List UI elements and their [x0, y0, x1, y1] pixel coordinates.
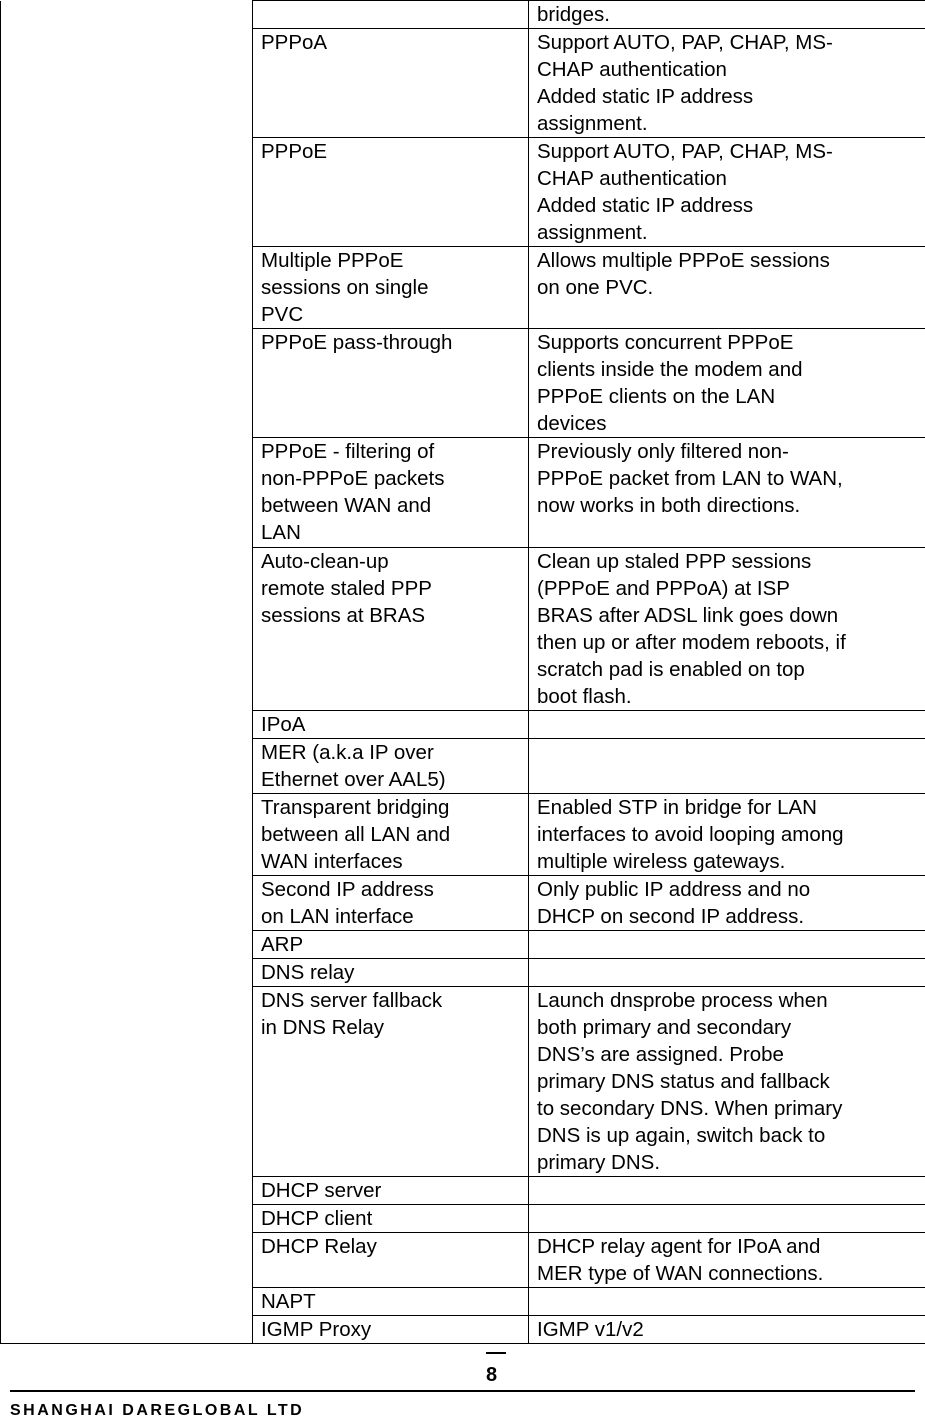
feature-cell: PPPoE - filtering of non-PPPoE packets between WAN and LAN: [253, 438, 529, 548]
feature-cell: IPoA: [253, 711, 529, 739]
feature-cell: DNS relay: [253, 959, 529, 987]
description-cell: [529, 959, 925, 987]
feature-cell: [253, 1, 529, 29]
feature-cell: PPPoE pass-through: [253, 329, 529, 438]
feature-cell: PPPoA: [253, 29, 529, 138]
description-cell: [529, 711, 925, 739]
description-cell: bridges.: [529, 1, 925, 29]
description-cell: [529, 1205, 925, 1233]
feature-cell: ARP: [253, 931, 529, 959]
description-cell: Clean up staled PPP sessions (PPPoE and PPPoA) at ISP BRAS after ADSL link goes down then up or after modem reboots, if scratch pad is enabled on top boot flash.: [529, 548, 925, 711]
feature-cell: DNS server fallback in DNS Relay: [253, 987, 529, 1177]
description-cell: Previously only filtered non- PPPoE packet from LAN to WAN, now works in both directions.: [529, 438, 925, 548]
feature-cell: DHCP client: [253, 1205, 529, 1233]
feature-cell: MER (a.k.a IP over Ethernet over AAL5): [253, 739, 529, 794]
feature-cell: IGMP Proxy: [253, 1316, 529, 1344]
feature-cell: Transparent bridging between all LAN and WAN interfaces: [253, 794, 529, 876]
footer-divider: [10, 1390, 915, 1392]
feature-cell: NAPT: [253, 1288, 529, 1316]
description-cell: Only public IP address and no DHCP on second IP address.: [529, 876, 925, 931]
description-cell: Support AUTO, PAP, CHAP, MS- CHAP authentication Added static IP address assignment.: [529, 138, 925, 247]
feature-cell: DHCP Relay: [253, 1233, 529, 1288]
description-cell: Supports concurrent PPPoE clients inside the modem and PPPoE clients on the LAN devices: [529, 329, 925, 438]
page-number: 8: [486, 1364, 498, 1386]
feature-cell: Multiple PPPoE sessions on single PVC: [253, 247, 529, 329]
table-row: [1, 1, 925, 29]
description-cell: IGMP v1/v2: [529, 1316, 925, 1344]
footer-company-name: SHANGHAI DAREGLOBAL LTD: [10, 1402, 305, 1419]
feature-cell: PPPoE: [253, 138, 529, 247]
description-cell: [529, 931, 925, 959]
description-cell: [529, 739, 925, 794]
feature-cell: DHCP server: [253, 1177, 529, 1205]
feature-cell: Auto-clean-up remote staled PPP sessions at BRAS: [253, 548, 529, 711]
description-cell: Support AUTO, PAP, CHAP, MS- CHAP authentication Added static IP address assignment.: [529, 29, 925, 138]
description-cell: DHCP relay agent for IPoA and MER type of WAN connections.: [529, 1233, 925, 1288]
description-cell: [529, 1177, 925, 1205]
blank-category-cell: [1, 1, 253, 1344]
feature-cell: Second IP address on LAN interface: [253, 876, 529, 931]
description-cell: Allows multiple PPPoE sessions on one PVC.: [529, 247, 925, 329]
page-number-bar: [486, 1352, 506, 1354]
description-cell: Launch dnsprobe process when both primary and secondary DNS’s are assigned. Probe primary DNS status and fallback to secondary DNS. When primary DNS is up again, switch back to primary DNS.: [529, 987, 925, 1177]
description-cell: Enabled STP in bridge for LAN interfaces to avoid looping among multiple wireless gateways.: [529, 794, 925, 876]
description-cell: [529, 1288, 925, 1316]
